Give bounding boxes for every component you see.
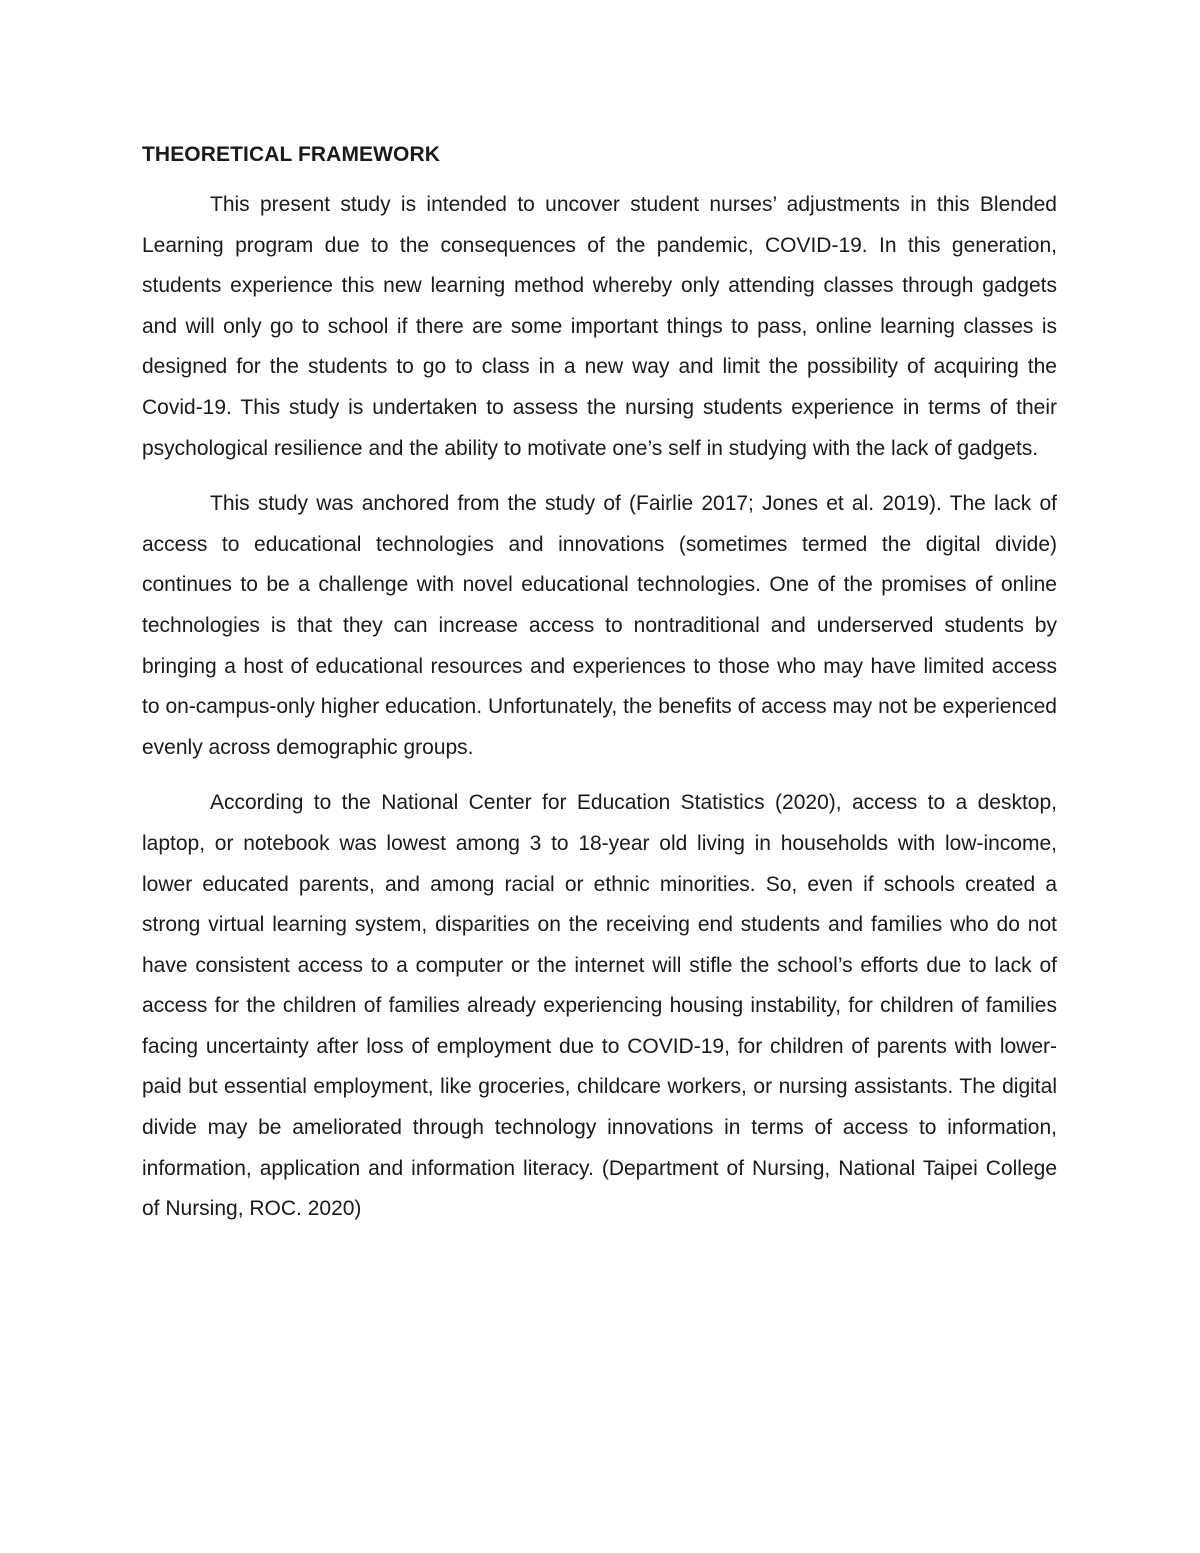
paragraph-nces-statistics: According to the National Center for Education Statistics (2020), access to a desktop, laptop, or notebook was lowest among 3 to 18-year old living in households with low-income, lower educated parents, and among racial or ethnic minorities. So, even if schools created a strong virtual learning system, disparities on the receiving end students and families who do not have consistent access to a computer or the internet will stifle the school’s efforts due to lack of access for the children of families already experiencing housing instability, for children of families facing uncertainty after loss of employment due to COVID-19, for children of parents with lower-paid but essential employment, like groceries, childcare workers, or nursing assistants. The digital divide may be ameliorated through technology innovations in terms of access to information, information, application and information literacy. (Department of Nursing, National Taipei College of Nursing, ROC. 2020) xyxy=(142,791,1057,1221)
section-heading: THEORETICAL FRAMEWORK xyxy=(142,143,441,166)
paragraph-anchor-study: This study was anchored from the study of (Fairlie 2017; Jones et al. 2019). The lack of access to educational technologies and innovations (sometimes termed the digital divide) continues to be a challenge with novel educational technologies. One of the promises of online technologies is that they can increase access to nontraditional and underserved students by bringing a host of educational resources and experiences to those who may have limited access to on-campus-only higher education. Unfortunately, the benefits of access may not be experienced evenly across demographic groups. xyxy=(142,492,1057,759)
document-body xyxy=(142,140,1057,1245)
paragraph-introduction: This present study is intended to uncover student nurses’ adjustments in this Blended Learning program due to the consequences of the pandemic, COVID-19. In this generation, students experience this new learning method whereby only attending classes through gadgets and will only go to school if there are some important things to pass, online learning classes is designed for the students to go to class in a new way and limit the possibility of acquiring the Covid-19. This study is undertaken to assess the nursing students experience in terms of their psychological resilience and the ability to motivate one’s self in studying with the lack of gadgets. xyxy=(142,193,1057,460)
